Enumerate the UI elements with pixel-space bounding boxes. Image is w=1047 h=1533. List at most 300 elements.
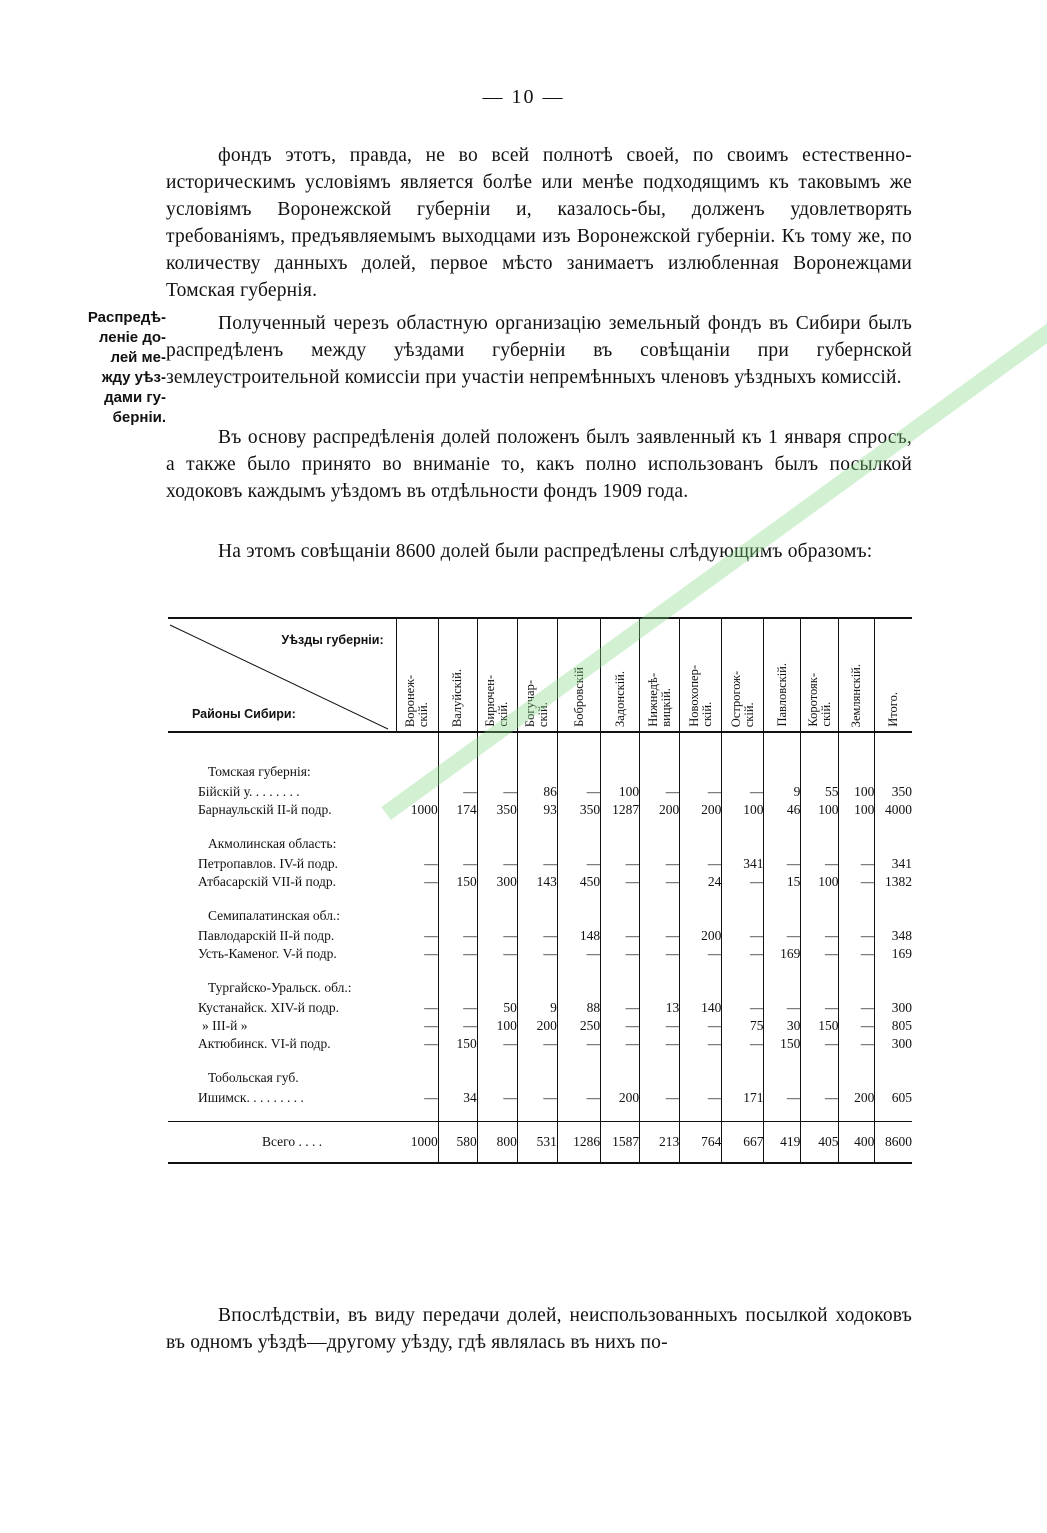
value-cell: 580: [438, 1122, 477, 1164]
spacer-cell: [640, 732, 680, 747]
value-cell: 174: [438, 801, 477, 819]
value-cell: [764, 891, 801, 927]
value-cell: 300: [891, 1036, 912, 1051]
value-cell: [396, 747, 438, 783]
value-cell: [680, 819, 722, 855]
value-cell: —: [557, 1089, 600, 1107]
corner-label-districts: Уѣзды губерніи:: [281, 633, 384, 647]
table-row: [168, 1035, 912, 1053]
value-cell: [477, 1053, 517, 1089]
district-label: Всего . . . .: [168, 1122, 396, 1164]
table-section-row: [168, 1053, 912, 1089]
value-cell: [477, 819, 517, 855]
spacer-cell: [438, 1107, 477, 1122]
spacer-cell: [801, 1107, 839, 1122]
spacer-cell: [839, 1107, 875, 1122]
value-cell: —: [438, 927, 477, 945]
value-cell: 150: [438, 1035, 477, 1053]
value-cell: —: [438, 1017, 477, 1035]
margin-note-line: леніе до-: [98, 329, 166, 346]
value-cell: 1587: [601, 1122, 640, 1164]
value-cell: —: [640, 783, 680, 801]
margin-note-line: лей ме-: [110, 349, 166, 366]
value-cell: [477, 891, 517, 927]
spacer-cell: [640, 1107, 680, 1122]
value-cell: [396, 891, 438, 927]
value-cell: [839, 891, 875, 927]
spacer-cell: [875, 1107, 912, 1122]
table-row: [168, 999, 912, 1017]
value-cell: [640, 1053, 680, 1089]
district-label: Бійскій у. . . . . . . .: [198, 784, 300, 799]
value-cell: [477, 747, 517, 783]
spacer-cell: [601, 1107, 640, 1122]
page-number: — 10 —: [482, 86, 565, 108]
value-cell: 348: [891, 928, 912, 943]
value-cell: —: [839, 1017, 875, 1035]
column-header-label: Валуйскій.: [450, 668, 465, 727]
value-cell: —: [764, 999, 801, 1017]
value-cell: 300: [477, 873, 517, 891]
margin-note-line: берніи.: [112, 409, 166, 426]
value-cell: 30: [764, 1017, 801, 1035]
value-cell: —: [801, 855, 839, 873]
district-label: Павлодарскій II-й подр.: [198, 928, 335, 943]
value-cell: —: [801, 1089, 839, 1107]
value-cell: [801, 891, 839, 927]
value-cell: 50: [477, 999, 517, 1017]
column-header-label: Павловскій.: [774, 663, 789, 727]
value-cell: 140: [680, 999, 722, 1017]
value-cell: —: [801, 945, 839, 963]
value-cell: [640, 891, 680, 927]
spacer-cell: [477, 732, 517, 747]
value-cell: —: [640, 1035, 680, 1053]
spacer-cell: [680, 732, 722, 747]
margin-note: [56, 308, 166, 428]
district-label: Барнаульскій II-й подр.: [198, 802, 332, 817]
spacer-cell: [722, 732, 764, 747]
value-cell: [875, 1053, 912, 1089]
district-label: Атбасарскій VII-й подр.: [198, 874, 337, 889]
value-cell: [722, 1053, 764, 1089]
value-cell: —: [722, 873, 764, 891]
value-cell: [557, 891, 600, 927]
value-cell: —: [517, 927, 557, 945]
value-cell: 213: [640, 1122, 680, 1164]
column-header-label: Бирючен- скій.: [483, 675, 511, 727]
value-cell: —: [396, 1017, 438, 1035]
value-cell: —: [640, 945, 680, 963]
paragraph-5: Впослѣдствіи, въ виду передачи долей, неиспользованныхъ посылкой ходоковъ въ одномъ уѣздѣ—другому уѣзду, гдѣ являлась въ нихъ по-: [166, 1305, 912, 1353]
value-cell: [839, 1053, 875, 1089]
value-cell: 169: [891, 946, 912, 961]
district-label: Кустанайск. XIV-й подр.: [198, 1000, 339, 1015]
value-cell: [764, 819, 801, 855]
value-cell: 93: [517, 801, 557, 819]
spacer-cell: [557, 732, 600, 747]
value-cell: [477, 963, 517, 999]
value-cell: 148: [557, 927, 600, 945]
value-cell: —: [557, 945, 600, 963]
value-cell: 143: [517, 873, 557, 891]
value-cell: 200: [517, 1017, 557, 1035]
value-cell: —: [477, 927, 517, 945]
value-cell: [438, 891, 477, 927]
value-cell: [875, 963, 912, 999]
value-cell: [438, 963, 477, 999]
value-cell: [517, 1053, 557, 1089]
value-cell: [601, 1053, 640, 1089]
value-cell: [801, 963, 839, 999]
value-cell: [438, 819, 477, 855]
value-cell: 200: [601, 1089, 640, 1107]
column-header: [438, 618, 477, 732]
value-cell: 531: [517, 1122, 557, 1164]
table-row: [168, 1017, 912, 1035]
value-cell: 100: [801, 873, 839, 891]
column-header: [640, 618, 680, 732]
spacer-cell: [517, 732, 557, 747]
value-cell: [601, 891, 640, 927]
value-cell: —: [722, 783, 764, 801]
value-cell: 805: [891, 1018, 912, 1033]
paragraph-3: Въ основу распредѣленія долей положенъ былъ заявленный къ 1 января спросъ, а также было принято во вниманіе то, какъ полно использованъ былъ посылкой ходоковъ каждымъ уѣздомъ въ отдѣльности фондъ 1909 года.: [166, 427, 912, 502]
spacer-cell: [764, 1107, 801, 1122]
column-header-label: Итого.: [886, 692, 901, 727]
value-cell: 8600: [875, 1122, 912, 1164]
value-cell: —: [517, 1035, 557, 1053]
column-header: [517, 618, 557, 732]
value-cell: [875, 819, 912, 855]
value-cell: [438, 1053, 477, 1089]
value-cell: [875, 747, 912, 783]
value-cell: 200: [680, 927, 722, 945]
value-cell: —: [517, 1089, 557, 1107]
value-cell: —: [557, 1035, 600, 1053]
region-label: Тургайско-Уральск. обл.:: [208, 980, 352, 995]
value-cell: 100: [722, 801, 764, 819]
column-header-label: Бобровскій: [571, 667, 586, 727]
value-cell: —: [601, 927, 640, 945]
spacer-cell: [722, 1107, 764, 1122]
value-cell: —: [557, 783, 600, 801]
table-section-row: [168, 891, 912, 927]
value-cell: [601, 963, 640, 999]
value-cell: —: [801, 1035, 839, 1053]
value-cell: —: [640, 1017, 680, 1035]
value-cell: 169: [764, 945, 801, 963]
value-cell: —: [722, 999, 764, 1017]
value-cell: 200: [839, 1089, 875, 1107]
value-cell: —: [396, 873, 438, 891]
value-cell: —: [839, 1035, 875, 1053]
paragraph-2: Полученный черезъ областную организацію земельный фондъ въ Сибири былъ распредѣленъ между уѣздами губерніи въ совѣщаніи при губернской землеустроительной комиссіи при участіи непремѣнныхъ членовъ уѣздныхъ комиссій.: [166, 313, 912, 388]
value-cell: 200: [640, 801, 680, 819]
table-row: [168, 783, 912, 801]
region-label: Тобольская губ.: [208, 1070, 299, 1085]
value-cell: [396, 963, 438, 999]
region-label: Томская губернія:: [208, 764, 311, 779]
value-cell: —: [764, 1089, 801, 1107]
distribution-table: [168, 617, 912, 1164]
table-row: [168, 1089, 912, 1107]
value-cell: [396, 819, 438, 855]
distribution-table-wrapper: [168, 617, 912, 1164]
value-cell: [557, 747, 600, 783]
spacer-cell: [801, 732, 839, 747]
value-cell: 100: [601, 783, 640, 801]
value-cell: [839, 747, 875, 783]
value-cell: —: [680, 855, 722, 873]
value-cell: 400: [839, 1122, 875, 1164]
table-row: [168, 801, 912, 819]
column-header: [477, 618, 517, 732]
value-cell: [396, 1053, 438, 1089]
value-cell: 9: [517, 999, 557, 1017]
value-cell: —: [396, 999, 438, 1017]
value-cell: 605: [891, 1090, 912, 1105]
value-cell: —: [801, 999, 839, 1017]
value-cell: —: [557, 855, 600, 873]
value-cell: 24: [680, 873, 722, 891]
district-label: Ишимск. . . . . . . . .: [198, 1090, 304, 1105]
value-cell: —: [517, 945, 557, 963]
table-spacer-row: [168, 1107, 912, 1122]
value-cell: —: [839, 999, 875, 1017]
value-cell: —: [438, 945, 477, 963]
value-cell: [557, 1053, 600, 1089]
value-cell: 341: [722, 855, 764, 873]
column-header-label: Воронеж- скій.: [403, 674, 431, 727]
value-cell: 800: [477, 1122, 517, 1164]
spacer-cell: [839, 732, 875, 747]
value-cell: 55: [801, 783, 839, 801]
spacer-cell: [168, 732, 396, 747]
column-header-label: Землянскій.: [849, 663, 864, 727]
value-cell: [680, 891, 722, 927]
value-cell: —: [764, 927, 801, 945]
value-cell: —: [680, 945, 722, 963]
district-label: Петропавлов. IV-й подр.: [198, 856, 339, 871]
column-header: [601, 618, 640, 732]
column-header-label: Острогож- скій.: [728, 670, 756, 727]
value-cell: [680, 963, 722, 999]
value-cell: [680, 747, 722, 783]
table-row: [168, 927, 912, 945]
column-header: [722, 618, 764, 732]
table-section-row: [168, 963, 912, 999]
value-cell: [722, 747, 764, 783]
value-cell: [839, 819, 875, 855]
value-cell: —: [839, 927, 875, 945]
spacer-cell: [396, 732, 438, 747]
spacer-cell: [680, 1107, 722, 1122]
value-cell: —: [640, 927, 680, 945]
value-cell: —: [680, 783, 722, 801]
table-corner-cell: [168, 618, 396, 732]
value-cell: [764, 747, 801, 783]
column-header-label: Новохопер- скій.: [686, 665, 714, 727]
paragraph-4: На этомъ совѣщаніи 8600 долей были распредѣлены слѣдующимъ образомъ:: [218, 541, 873, 562]
value-cell: [640, 747, 680, 783]
value-cell: [517, 747, 557, 783]
value-cell: 1286: [557, 1122, 600, 1164]
value-cell: 350: [477, 801, 517, 819]
value-cell: 764: [680, 1122, 722, 1164]
column-header-label: Нижнедѣ- вицкій.: [645, 673, 673, 727]
value-cell: 15: [764, 873, 801, 891]
value-cell: 75: [722, 1017, 764, 1035]
value-cell: 667: [722, 1122, 764, 1164]
value-cell: 419: [764, 1122, 801, 1164]
value-cell: —: [438, 999, 477, 1017]
value-cell: [396, 783, 438, 801]
value-cell: [640, 819, 680, 855]
value-cell: —: [680, 1035, 722, 1053]
table-section-row: [168, 747, 912, 783]
value-cell: —: [601, 855, 640, 873]
value-cell: 4000: [885, 802, 912, 817]
paragraph-1: фондъ этотъ, правда, не во всей полнотѣ своей, по своимъ естественно-историческимъ условіямъ является болѣе или менѣе подходящимъ къ таковымъ же условіямъ Воронежской губерніи и, казалось-бы, долженъ удовлетворять требованіямъ, предъявляемымъ выходцами изъ Воронежской губерніи. Къ тому же, по количеству данныхъ долей, первое мѣсто занимаетъ излюбленная Воронежцами Томская губернія.: [166, 145, 912, 301]
value-cell: 34: [438, 1089, 477, 1107]
value-cell: 88: [557, 999, 600, 1017]
value-cell: 200: [680, 801, 722, 819]
value-cell: 1382: [885, 874, 912, 889]
value-cell: 13: [640, 999, 680, 1017]
value-cell: —: [839, 873, 875, 891]
value-cell: 350: [557, 801, 600, 819]
spacer-cell: [477, 1107, 517, 1122]
value-cell: —: [477, 1035, 517, 1053]
value-cell: —: [396, 945, 438, 963]
table-row: [168, 945, 912, 963]
spacer-cell: [396, 1107, 438, 1122]
value-cell: —: [477, 855, 517, 873]
column-header: [839, 618, 875, 732]
value-cell: [640, 963, 680, 999]
value-cell: —: [601, 1035, 640, 1053]
value-cell: —: [680, 1089, 722, 1107]
value-cell: 100: [839, 783, 875, 801]
value-cell: 1000: [396, 1122, 438, 1164]
column-header-label: Богучар- скій.: [523, 679, 551, 727]
table-row: [168, 855, 912, 873]
value-cell: —: [438, 783, 477, 801]
value-cell: —: [601, 873, 640, 891]
table-total-row: [168, 1122, 912, 1164]
district-label: » III-й »: [202, 1018, 248, 1033]
column-header: [764, 618, 801, 732]
district-label: Актюбинск. VI-й подр.: [198, 1036, 331, 1051]
value-cell: 450: [557, 873, 600, 891]
margin-note-line: дами гу-: [104, 389, 166, 406]
corner-label-regions: Районы Сибири:: [192, 707, 296, 721]
column-header-label: Задонскій.: [612, 670, 627, 727]
value-cell: —: [839, 945, 875, 963]
value-cell: [557, 963, 600, 999]
value-cell: 150: [801, 1017, 839, 1035]
district-label: Усть-Каменог. V-й подр.: [198, 946, 337, 961]
table-header-row: [168, 618, 912, 732]
value-cell: 1000: [396, 801, 438, 819]
spacer-cell: [517, 1107, 557, 1122]
value-cell: [517, 819, 557, 855]
value-cell: [601, 819, 640, 855]
value-cell: —: [477, 1089, 517, 1107]
spacer-cell: [557, 1107, 600, 1122]
value-cell: [722, 891, 764, 927]
column-header-label: Коротояк- скій.: [805, 673, 833, 727]
value-cell: [801, 747, 839, 783]
value-cell: [722, 963, 764, 999]
column-header: [680, 618, 722, 732]
value-cell: —: [396, 1035, 438, 1053]
value-cell: 150: [764, 1035, 801, 1053]
value-cell: [764, 963, 801, 999]
value-cell: —: [801, 927, 839, 945]
region-label: Акмолинская область:: [208, 836, 337, 851]
column-header: [875, 618, 912, 732]
value-cell: —: [601, 999, 640, 1017]
column-header: [801, 618, 839, 732]
value-cell: —: [438, 855, 477, 873]
value-cell: —: [722, 1035, 764, 1053]
table-spacer-row: [168, 732, 912, 747]
value-cell: [680, 1053, 722, 1089]
column-header: [557, 618, 600, 732]
value-cell: 9: [764, 783, 801, 801]
region-label: Семипалатинская обл.:: [208, 908, 341, 923]
value-cell: —: [722, 945, 764, 963]
value-cell: 150: [438, 873, 477, 891]
spacer-cell: [875, 732, 912, 747]
value-cell: [438, 747, 477, 783]
value-cell: [601, 747, 640, 783]
value-cell: —: [640, 855, 680, 873]
value-cell: —: [396, 855, 438, 873]
value-cell: 171: [722, 1089, 764, 1107]
spacer-cell: [438, 732, 477, 747]
value-cell: —: [764, 855, 801, 873]
value-cell: 341: [891, 856, 912, 871]
value-cell: —: [839, 855, 875, 873]
value-cell: [839, 963, 875, 999]
value-cell: [875, 891, 912, 927]
value-cell: 100: [477, 1017, 517, 1035]
value-cell: 100: [801, 801, 839, 819]
value-cell: 86: [517, 783, 557, 801]
value-cell: —: [640, 873, 680, 891]
value-cell: —: [396, 927, 438, 945]
value-cell: —: [601, 1017, 640, 1035]
value-cell: [764, 1053, 801, 1089]
margin-note-line: жду уѣз-: [101, 369, 166, 386]
spacer-cell: [764, 732, 801, 747]
value-cell: 250: [557, 1017, 600, 1035]
value-cell: [801, 819, 839, 855]
table-row: [168, 873, 912, 891]
value-cell: 100: [839, 801, 875, 819]
value-cell: —: [517, 855, 557, 873]
value-cell: 46: [764, 801, 801, 819]
margin-note-line: Распредѣ-: [87, 309, 166, 326]
value-cell: 1287: [601, 801, 640, 819]
value-cell: 350: [891, 784, 912, 799]
value-cell: —: [680, 1017, 722, 1035]
value-cell: —: [722, 927, 764, 945]
value-cell: [517, 963, 557, 999]
